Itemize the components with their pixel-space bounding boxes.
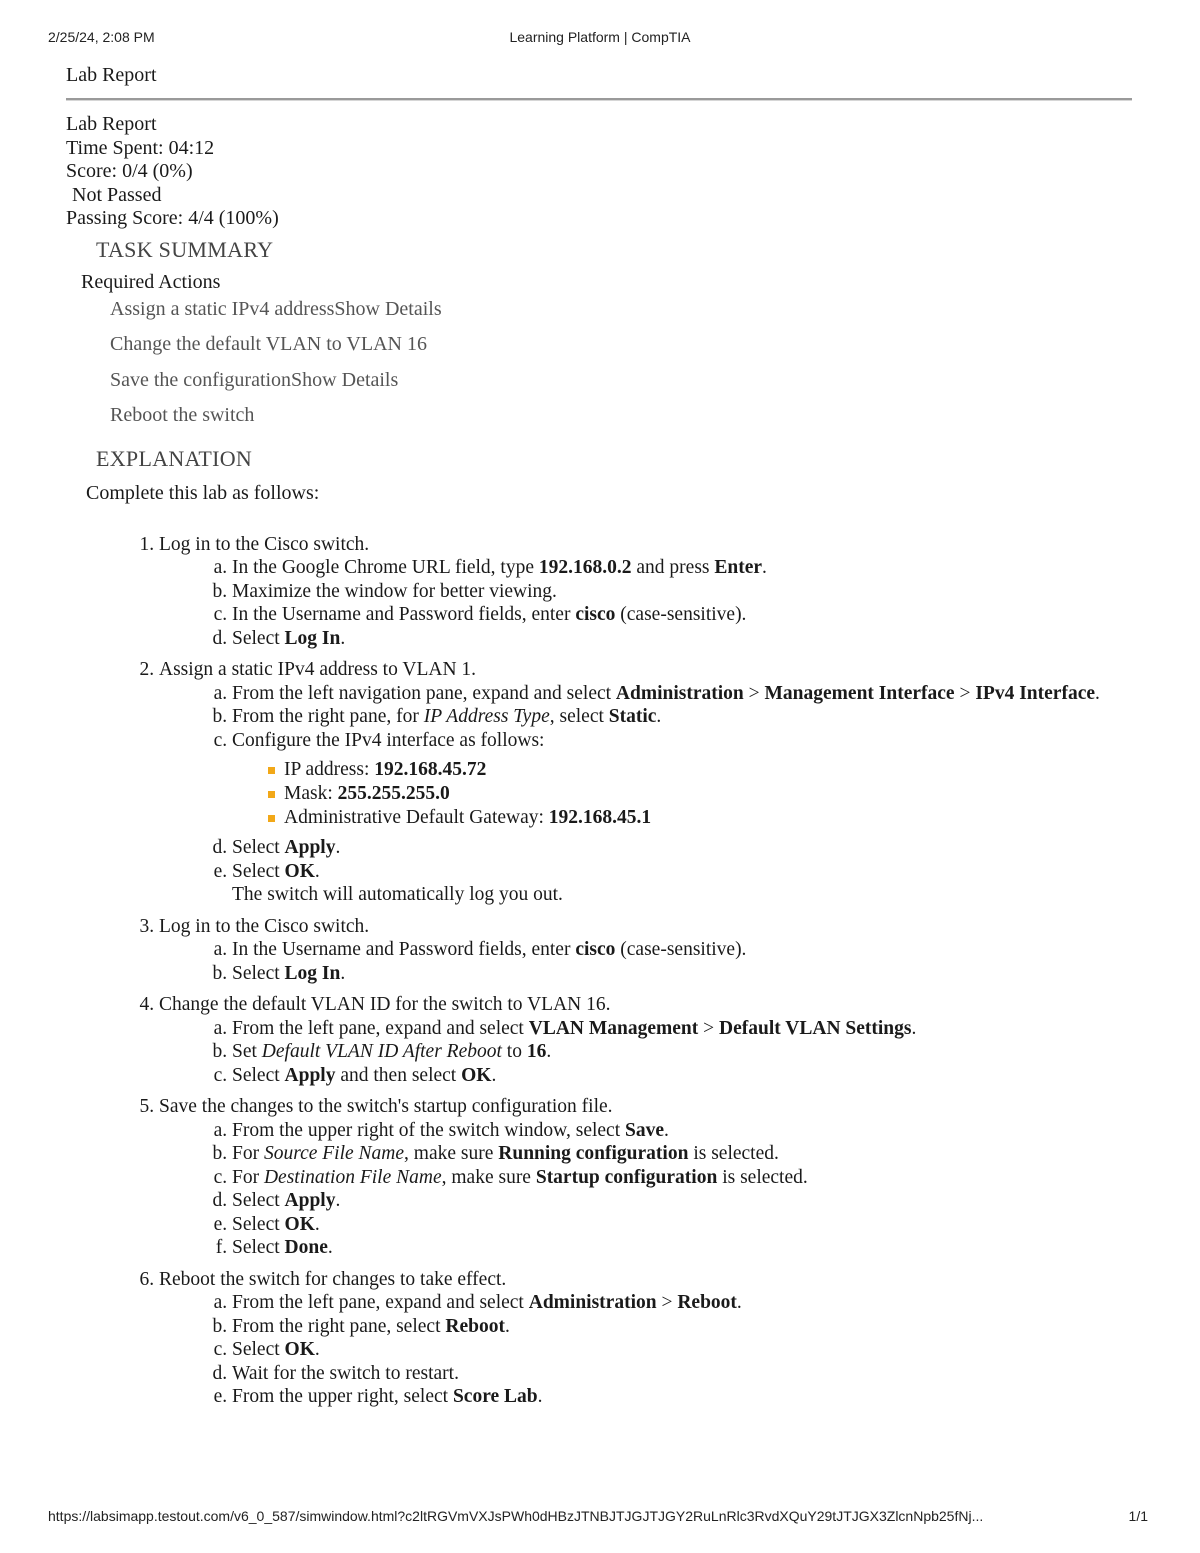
step-2c: c. Configure the IPv4 interface as follows: IP address: 192.168.45.72 Mask: 255.255.255.0 Administrative Default Gateway: 192.168.45.1	[232, 729, 1136, 831]
print-date: 2/25/24, 2:08 PM	[48, 29, 155, 45]
step-2a: a. From the left navigation pane, expand and select Administration > Management Interface > IPv4 Interface.	[232, 682, 1136, 706]
step-1d: d. Select Log In.	[232, 627, 1136, 651]
task-summary-heading: TASK SUMMARY	[96, 236, 274, 262]
step-4a: a. From the left pane, expand and select VLAN Management > Default VLAN Settings.	[232, 1017, 1136, 1041]
passing-score: Passing Score: 4/4 (100%)	[66, 207, 279, 229]
status-badge: Not Passed	[72, 183, 162, 206]
step-1b: b. Maximize the window for better viewing.	[232, 580, 1136, 604]
list-item: Mask: 255.255.255.0	[268, 782, 1136, 806]
square-bullet-icon	[268, 815, 275, 822]
page-url: https://labsimapp.testout.com/v6_0_587/simwindow.html?c2ltRGVmVXJsPWh0dHBzJTNBJTJGJTJGY2RuLnRlc3RvdXQuY29tJTJGX3ZlcnNpb25fNj...	[48, 1508, 984, 1524]
required-action-item: Reboot the switch	[110, 404, 255, 426]
step-2b: b. From the right pane, for IP Address Type, select Static.	[232, 705, 1136, 729]
page-number: 1/1	[1128, 1508, 1148, 1524]
explanation-heading: EXPLANATION	[96, 445, 253, 471]
step-2d: d. Select Apply.	[232, 836, 1136, 860]
print-page-title: Learning Platform | CompTIA	[509, 29, 691, 45]
step-3: 3. Log in to the Cisco switch. a. In the Username and Password fields, enter cisco (case-sensitive). b. Select Log In.	[159, 915, 1136, 986]
step-3b: b. Select Log In.	[232, 962, 1136, 986]
step-1a: a. In the Google Chrome URL field, type 192.168.0.2 and press Enter.	[232, 556, 1136, 580]
steps-list	[66, 533, 1136, 1409]
step-2: 2. Assign a static IPv4 address to VLAN 1. a. From the left navigation pane, expand and select Administration > Management Interface > IPv4 Interface. b. From the right pane, for IP Address Type, select Static. c. Configure the IPv4 interface as follows: IP address: 192.168.45.72 Mask: 255.255.255.0 Administrative Default Gateway: 192.168.45.1 d. Select Apply. e. Select OK. The switch will automatically log you out.	[159, 658, 1136, 907]
step-5e: e. Select OK.	[232, 1213, 1136, 1237]
step-2e: e. Select OK. The switch will automatically log you out.	[232, 860, 1136, 907]
square-bullet-icon	[268, 767, 275, 774]
lab-report-content	[66, 62, 1136, 1417]
report-title: Lab Report	[66, 113, 157, 135]
square-bullet-icon	[268, 791, 275, 798]
list-item: Administrative Default Gateway: 192.168.45.1	[268, 806, 1136, 830]
ipv4-params-list	[232, 758, 1136, 830]
step-5f: f. Select Done.	[232, 1236, 1136, 1260]
step-5: 5. Save the changes to the switch's startup configuration file. a. From the upper right of the switch window, select Save. b. For Source File Name, make sure Running configuration is selected. c. For Destination File Name, make sure Startup configuration is selected. d. Select Apply. e. Select OK. f. Select Done.	[159, 1095, 1136, 1260]
list-item: IP address: 192.168.45.72	[268, 758, 1136, 782]
required-action-item: Change the default VLAN to VLAN 16	[110, 333, 427, 355]
step-1c: c. In the Username and Password fields, enter cisco (case-sensitive).	[232, 603, 1136, 627]
step-4c: c. Select Apply and then select OK.	[232, 1064, 1136, 1088]
report-summary	[66, 113, 1136, 231]
page-title: Lab Report	[66, 64, 157, 86]
step-6d: d. Wait for the switch to restart.	[232, 1362, 1136, 1386]
step-5c: c. For Destination File Name, make sure Startup configuration is selected.	[232, 1166, 1136, 1190]
step-5a: a. From the upper right of the switch window, select Save.	[232, 1119, 1136, 1143]
print-footer	[0, 1508, 1200, 1528]
divider	[66, 98, 1132, 101]
step-6b: b. From the right pane, select Reboot.	[232, 1315, 1136, 1339]
step-3a: a. In the Username and Password fields, enter cisco (case-sensitive).	[232, 938, 1136, 962]
required-actions-label: Required Actions	[81, 270, 221, 293]
step-6e: e. From the upper right, select Score Lab.	[232, 1385, 1136, 1409]
step-4: 4. Change the default VLAN ID for the switch to VLAN 16. a. From the left pane, expand and select VLAN Management > Default VLAN Settings. b. Set Default VLAN ID After Reboot to 16. c. Select Apply and then select OK.	[159, 993, 1136, 1087]
required-action-item[interactable]: Assign a static IPv4 addressShow Details	[110, 297, 442, 320]
step-6: 6. Reboot the switch for changes to take effect. a. From the left pane, expand and select Administration > Reboot. b. From the right pane, select Reboot. c. Select OK. d. Wait for the switch to restart. e. From the upper right, select Score Lab.	[159, 1268, 1136, 1409]
score: Score: 0/4 (0%)	[66, 160, 193, 182]
explanation-intro: Complete this lab as follows:	[86, 481, 320, 504]
step-6c: c. Select OK.	[232, 1338, 1136, 1362]
step-5d: d. Select Apply.	[232, 1189, 1136, 1213]
step-5b: b. For Source File Name, make sure Running configuration is selected.	[232, 1142, 1136, 1166]
logout-note: The switch will automatically log you out.	[232, 884, 563, 905]
step-4b: b. Set Default VLAN ID After Reboot to 16.	[232, 1040, 1136, 1064]
step-6a: a. From the left pane, expand and select Administration > Reboot.	[232, 1291, 1136, 1315]
time-spent: Time Spent: 04:12	[66, 136, 215, 159]
step-1: 1. Log in to the Cisco switch. a. In the Google Chrome URL field, type 192.168.0.2 and press Enter. b. Maximize the window for better viewing. c. In the Username and Password fields, enter cisco (case-sensitive). d. Select Log In.	[159, 533, 1136, 651]
required-action-item[interactable]: Save the configurationShow Details	[110, 368, 399, 391]
print-header	[0, 29, 1200, 49]
